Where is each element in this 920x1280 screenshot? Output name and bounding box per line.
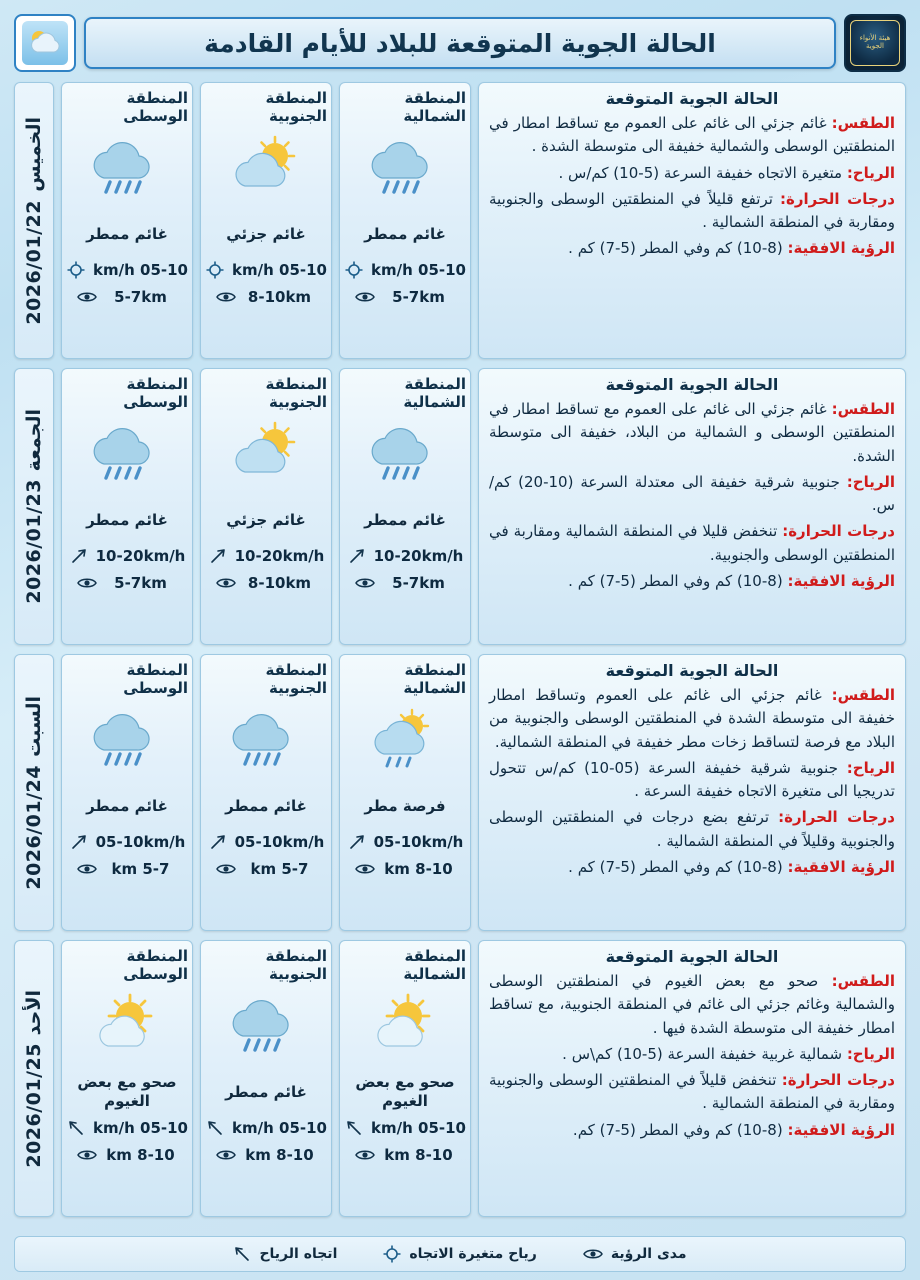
region-condition: غائم ممطر xyxy=(364,224,446,243)
region-card-south xyxy=(200,654,332,931)
region-name: المنطقة الشمالية xyxy=(403,89,466,125)
logo-left-inner: هيئة الأنواء الجوية xyxy=(850,20,900,66)
weather-text: غائم جزئي الى غائم على العموم مع تساقط امطار في المنطقتين الوسطى و الشمالية من البلاد، خفيفة الى متوسطة الشدة. xyxy=(489,400,895,465)
eye-icon xyxy=(216,859,236,879)
meteorology-authority-logo xyxy=(844,14,906,72)
day-name: الجمعة xyxy=(23,409,45,472)
temp-text: تنخفض قليلاً في المنطقتين الوسطى والجنوبية ومقاربة في المنطقة الشمالية . xyxy=(489,1071,895,1113)
temp-text: تنخفض قليلا في المنطقة الشمالية ومقاربة في المنطقتين الوسطى والجنوبية. xyxy=(489,522,895,564)
region-condition: غائم جزئي xyxy=(226,510,306,529)
day-date: 2026/01/24 xyxy=(23,764,45,890)
region-name: المنطقة الوسطى xyxy=(123,375,188,411)
forecast-visibility-line xyxy=(489,570,895,593)
legend-footer xyxy=(14,1236,906,1272)
visibility-value: 8-10 km xyxy=(384,1146,453,1164)
region-name: المنطقة الشمالية xyxy=(403,947,466,983)
wind-value: 10-20km/h xyxy=(95,547,186,565)
wind-metric xyxy=(344,1118,466,1138)
visibility-value: 5-7km xyxy=(114,574,167,592)
wind-value: 05-10km/h xyxy=(373,833,464,851)
wind-text: جنوبية شرقية خفيفة الى معتدلة السرعة (10-20) كم/س. xyxy=(489,472,895,514)
visibility-label: الرؤية الافقية: xyxy=(787,239,895,258)
forecast-wind-line xyxy=(489,162,895,185)
variable-wind-icon xyxy=(383,1245,401,1263)
forecast-weather-line xyxy=(489,970,895,1040)
temp-text: ترتفع قليلاً في المنطقتين الوسطى والجنوبية ومقاربة في المنطقة الشمالية . xyxy=(489,189,895,231)
wind-metric xyxy=(205,260,327,280)
wind-value: 05-10km/h xyxy=(95,833,186,851)
region-card-south xyxy=(200,940,332,1217)
weather-label: الطقس: xyxy=(831,686,895,704)
forecast-weather-line xyxy=(489,112,895,159)
region-card-central xyxy=(61,654,193,931)
wind-text: متغيرة الاتجاه خفيفة السرعة (5-10) كم/س . xyxy=(558,163,843,182)
arrow-wind-nw-icon xyxy=(344,1118,364,1138)
variable-wind-icon xyxy=(344,260,364,280)
wind-value: 05-10 km/h xyxy=(93,1119,188,1137)
forecast-card xyxy=(478,940,906,1217)
eye-icon xyxy=(355,573,375,593)
visibility-metric xyxy=(344,287,466,307)
forecast-title: الحالة الجوية المتوقعة xyxy=(605,375,779,394)
day-name: الأحد xyxy=(23,989,45,1035)
day-date: 2026/01/23 xyxy=(23,479,45,604)
legend-wind-direction-label: اتجاه الرياح xyxy=(259,1246,338,1262)
forecast-wind-line xyxy=(489,471,895,518)
eye-icon xyxy=(355,1145,375,1165)
eye-icon xyxy=(355,287,375,307)
region-condition: غائم جزئي xyxy=(226,224,306,243)
weather-text: غائم جزئي الى غائم على العموم مع تساقط امطار في المنطقتين الوسطى والشمالية خفيفة الى متوسطة الشدة . xyxy=(489,114,895,156)
weather-label: الطقس: xyxy=(831,400,895,418)
visibility-value: 8-10 km xyxy=(384,860,453,878)
variable-wind-icon xyxy=(205,260,225,280)
visibility-value: 8-10km xyxy=(247,574,312,592)
visibility-value: 8-10km xyxy=(247,288,312,306)
eye-icon xyxy=(216,1145,236,1165)
rain-cloud-icon xyxy=(344,129,466,215)
wind-metric xyxy=(205,546,327,566)
partly-cloudy-icon xyxy=(205,415,327,501)
wind-label: الرياح: xyxy=(846,758,895,777)
day-date: 2026/01/25 xyxy=(23,1042,45,1168)
forecast-card xyxy=(478,654,906,931)
wind-metric xyxy=(205,1118,327,1138)
wind-value: 05-10 km/h xyxy=(232,261,327,279)
visibility-value: 5-7km xyxy=(392,288,445,306)
forecast-temp-line xyxy=(489,520,895,567)
arrow-wind-icon xyxy=(347,546,367,566)
date-column xyxy=(14,368,54,645)
region-card-north xyxy=(339,368,471,645)
forecast-wind-line xyxy=(489,1043,895,1066)
temp-label: درجات الحرارة: xyxy=(781,1071,895,1089)
legend-wind-direction xyxy=(233,1245,337,1263)
region-condition: صحو مع بعض الغيوم xyxy=(77,1073,177,1110)
wind-metric xyxy=(344,260,466,280)
visibility-metric xyxy=(66,287,188,307)
wind-label: الرياح: xyxy=(846,163,895,182)
rain-cloud-icon xyxy=(66,701,188,787)
visibility-label: الرؤية الافقية: xyxy=(787,1120,895,1139)
arrow-wind-nw-icon xyxy=(205,1118,225,1138)
wind-text: شمالية غربية خفيفة السرعة (5-10) كم\س . xyxy=(562,1044,843,1063)
visibility-metric xyxy=(205,1145,327,1165)
wind-metric xyxy=(66,1118,188,1138)
arrow-wind-icon xyxy=(208,832,228,852)
forecast-visibility-line xyxy=(489,237,895,260)
forecast-temp-line xyxy=(489,806,895,853)
eye-icon xyxy=(77,859,97,879)
visibility-label: الرؤية الافقية: xyxy=(787,571,895,590)
region-condition: فرصة مطر xyxy=(364,796,446,815)
weather-text: صحو مع بعض الغيوم في المنطقتين الوسطى والشمالية وغائم جزئي الى غائم في المنطقة الجنوبية، مع تساقط امطار خفيفة الى متوسطة الشدة فيها . xyxy=(489,972,895,1037)
region-card-north xyxy=(339,940,471,1217)
wind-value: 05-10km/h xyxy=(234,833,325,851)
region-name: المنطقة الوسطى xyxy=(123,661,188,697)
arrow-wind-icon xyxy=(69,546,89,566)
forecast-temp-line xyxy=(489,188,895,235)
arrow-wind-icon xyxy=(233,1245,251,1263)
wind-metric xyxy=(344,546,466,566)
wind-label: الرياح: xyxy=(846,1044,895,1063)
eye-icon xyxy=(77,1145,97,1165)
region-condition: غائم ممطر xyxy=(86,510,168,529)
date-column xyxy=(14,82,54,359)
legend-visibility-label: مدى الرؤية xyxy=(610,1246,687,1262)
legend-variable-wind-label: رياح متغيرة الاتجاه xyxy=(409,1246,537,1262)
forecast-title: الحالة الجوية المتوقعة xyxy=(605,947,779,966)
rain-cloud-icon xyxy=(66,415,188,501)
wind-label: الرياح: xyxy=(846,472,895,491)
region-condition: غائم ممطر xyxy=(225,1082,307,1101)
forecast-card xyxy=(478,368,906,645)
region-card-south xyxy=(200,82,332,359)
wind-value: 05-10 km/h xyxy=(93,261,188,279)
visibility-label: الرؤية الافقية: xyxy=(787,857,895,876)
rain-cloud-icon xyxy=(344,415,466,501)
wind-metric xyxy=(344,832,466,852)
wind-metric xyxy=(66,260,188,280)
region-name: المنطقة الوسطى xyxy=(123,947,188,983)
wind-metric xyxy=(205,832,327,852)
region-card-south xyxy=(200,368,332,645)
visibility-text: (8-10) كم وفي المطر (5-7) كم . xyxy=(568,239,783,258)
arrow-wind-nw-icon xyxy=(66,1118,86,1138)
legend-variable-wind xyxy=(383,1245,536,1263)
visibility-metric xyxy=(205,859,327,879)
weather-text: غائم جزئي الى غائم على العموم وتساقط امطار خفيفة الى متوسطة الشدة في المنطقتين الوسطى والجنوبية من البلاد مع فرصة لتساقط زخات مطر خفيفة في المنطقة الشمالية. xyxy=(489,686,895,751)
weather-label: الطقس: xyxy=(831,114,895,132)
eye-icon xyxy=(216,287,236,307)
region-name: المنطقة الجنوبية xyxy=(265,661,327,697)
legend-visibility xyxy=(583,1246,687,1262)
region-card-north xyxy=(339,82,471,359)
visibility-text: (8-10) كم وفي المطر (5-7) كم . xyxy=(568,571,783,590)
page-title: الحالة الجوية المتوقعة للبلاد للأيام القادمة xyxy=(204,28,716,58)
wind-value: 05-10 km/h xyxy=(371,261,466,279)
visibility-metric xyxy=(66,859,188,879)
visibility-value: 5-7 km xyxy=(250,860,309,878)
rain-cloud-icon xyxy=(66,129,188,215)
region-card-central xyxy=(61,368,193,645)
eye-icon xyxy=(77,573,97,593)
day-row xyxy=(14,82,906,359)
visibility-value: 8-10 km xyxy=(245,1146,314,1164)
region-condition: غائم ممطر xyxy=(86,796,168,815)
visibility-metric xyxy=(66,1145,188,1165)
sun-cloud-icon xyxy=(66,987,188,1073)
visibility-metric xyxy=(205,287,327,307)
temp-text: ترتفع بضع درجات في المنطقتين الوسطى والجنوبية وقليلاً في المنطقة الشمالية . xyxy=(489,808,895,850)
forecast-temp-line xyxy=(489,1069,895,1116)
region-name: المنطقة الجنوبية xyxy=(265,375,327,411)
region-name: المنطقة الوسطى xyxy=(123,89,188,125)
forecast-visibility-line xyxy=(489,1119,895,1142)
arrow-wind-icon xyxy=(347,832,367,852)
sun-rain-icon xyxy=(344,701,466,787)
variable-wind-icon xyxy=(66,260,86,280)
forecast-card xyxy=(478,82,906,359)
rain-cloud-icon xyxy=(205,701,327,787)
region-card-central xyxy=(61,82,193,359)
region-card-central xyxy=(61,940,193,1217)
weather-logo-icon xyxy=(22,21,68,65)
wind-value: 05-10 km/h xyxy=(232,1119,327,1137)
wind-value: 10-20km/h xyxy=(373,547,464,565)
wind-value: 10-20km/h xyxy=(234,547,325,565)
visibility-value: 5-7 km xyxy=(111,860,170,878)
day-row xyxy=(14,368,906,645)
eye-icon xyxy=(77,287,97,307)
arrow-wind-icon xyxy=(208,546,228,566)
weather-logo xyxy=(14,14,76,72)
visibility-metric xyxy=(344,1145,466,1165)
days-grid xyxy=(14,82,906,1227)
visibility-value: 5-7km xyxy=(392,574,445,592)
forecast-weather-line xyxy=(489,684,895,754)
arrow-wind-icon xyxy=(69,832,89,852)
title-bar xyxy=(84,17,836,69)
visibility-value: 8-10 km xyxy=(106,1146,175,1164)
visibility-metric xyxy=(344,573,466,593)
visibility-metric xyxy=(205,573,327,593)
wind-metric xyxy=(66,832,188,852)
page-header xyxy=(14,12,906,74)
region-name: المنطقة الشمالية xyxy=(403,375,466,411)
forecast-title: الحالة الجوية المتوقعة xyxy=(605,661,779,680)
day-row xyxy=(14,654,906,931)
region-name: المنطقة الجنوبية xyxy=(265,947,327,983)
weather-label: الطقس: xyxy=(831,972,895,990)
region-name: المنطقة الشمالية xyxy=(403,661,466,697)
region-condition: غائم ممطر xyxy=(364,510,446,529)
visibility-metric xyxy=(66,573,188,593)
visibility-value: 5-7km xyxy=(114,288,167,306)
visibility-text: (8-10) كم وفي المطر (5-7) كم . xyxy=(568,857,783,876)
date-column xyxy=(14,654,54,931)
sun-cloud-icon xyxy=(25,26,65,60)
eye-icon xyxy=(355,859,375,879)
sun-cloud-icon xyxy=(344,987,466,1073)
day-name: الخميس xyxy=(23,116,45,192)
wind-value: 05-10 km/h xyxy=(371,1119,466,1137)
forecast-title: الحالة الجوية المتوقعة xyxy=(605,89,779,108)
temp-label: درجات الحرارة: xyxy=(778,808,895,827)
day-row xyxy=(14,940,906,1217)
temp-label: درجات الحرارة: xyxy=(782,522,895,541)
region-condition: غائم ممطر xyxy=(225,796,307,815)
forecast-wind-line xyxy=(489,757,895,804)
forecast-weather-line xyxy=(489,398,895,468)
day-name: السبت xyxy=(23,695,45,757)
region-card-north xyxy=(339,654,471,931)
eye-icon xyxy=(216,573,236,593)
temp-label: درجات الحرارة: xyxy=(780,189,895,208)
region-name: المنطقة الجنوبية xyxy=(265,89,327,125)
partly-cloudy-icon xyxy=(205,129,327,215)
wind-metric xyxy=(66,546,188,566)
day-date: 2026/01/22 xyxy=(23,199,45,325)
date-column xyxy=(14,940,54,1217)
visibility-metric xyxy=(344,859,466,879)
region-condition: غائم ممطر xyxy=(86,224,168,243)
eye-icon xyxy=(583,1247,603,1261)
visibility-text: (8-10) كم وفي المطر (5-7) كم. xyxy=(572,1120,783,1139)
wind-text: جنوبية شرقية خفيفة السرعة (05-10) كم/س تتحول تدريجيا الى متغيرة الاتجاه خفيفة السرعة . xyxy=(489,758,895,800)
region-condition: صحو مع بعض الغيوم xyxy=(355,1073,455,1110)
forecast-visibility-line xyxy=(489,856,895,879)
rain-cloud-icon xyxy=(205,987,327,1073)
